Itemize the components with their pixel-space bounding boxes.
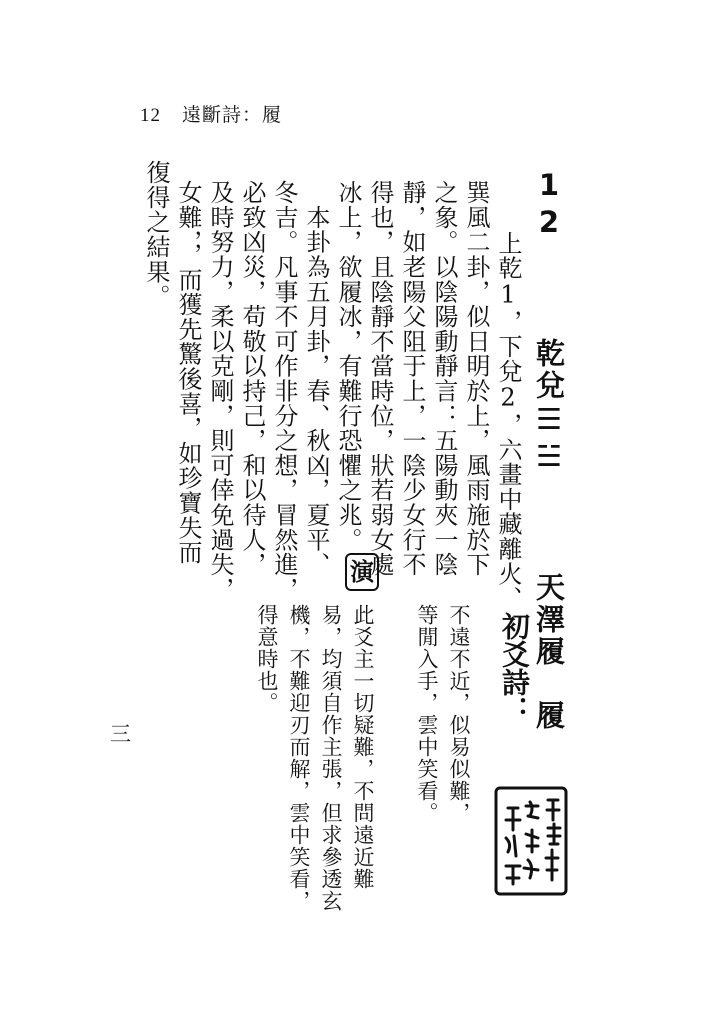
- main-text-column: 復得之結果。: [142, 160, 170, 309]
- commentary-line: 機，不難迎刃而解，雲中笑看，: [287, 604, 311, 912]
- main-text-column: 本卦為五月卦，春、秋凶，夏平、: [302, 180, 330, 577]
- main-text-column: 必致凶災，苟敬以持己，和以待人，: [238, 180, 266, 577]
- calligraphy-seal-icon: [494, 786, 568, 896]
- main-text-column: 及時努力，柔以克剛，則可倖免過失，: [206, 180, 234, 602]
- main-text-column: 冰上，欲履冰，有難行恐懼之兆。: [334, 180, 362, 552]
- commentary-line: 得意時也。: [255, 604, 279, 714]
- main-text-column: 冬吉。凡事不可作非分之想，冒然進，: [270, 180, 298, 602]
- commentary-badge: 演: [345, 553, 379, 591]
- hexagram-number: 12: [532, 168, 566, 242]
- poem-line: 等閒入手，雲中笑看。: [415, 604, 439, 824]
- commentary-line: 易，均須自作主張，但求參透玄: [319, 604, 343, 912]
- hexagram-title: [532, 168, 566, 732]
- hexagram-trigrams: 乾兌☰☱: [532, 338, 566, 476]
- main-text-column: 上乾1，下兌2，六畫中藏離火、: [494, 206, 522, 611]
- hexagram-name: 天澤履 履: [532, 572, 566, 732]
- running-header: [140, 100, 282, 127]
- main-text-column: 靜，如老陽父阻于上，一陰少女行不: [398, 180, 426, 577]
- main-text-column: 巽風二卦，似日明於上，風雨施於下: [462, 180, 490, 577]
- header-running-title: 遠斷詩：履: [182, 104, 283, 126]
- page-number-label: 三: [110, 722, 131, 746]
- main-text-column: 得也，且陰靜不當時位，狀若弱女處: [366, 180, 394, 577]
- poem-line: 不遠不近，似易似難，: [447, 604, 471, 824]
- header-page-number: 12: [140, 105, 161, 126]
- main-text-column: 之象。以陰陽動靜言：五陽動夾一陰: [430, 180, 458, 577]
- commentary-line: 此爻主一切疑難，不問遠近難: [351, 604, 375, 890]
- main-text-column: 女難，，而獲先驚後喜，如珍寶失而: [174, 180, 202, 565]
- poem-title: 初爻詩：: [498, 612, 531, 724]
